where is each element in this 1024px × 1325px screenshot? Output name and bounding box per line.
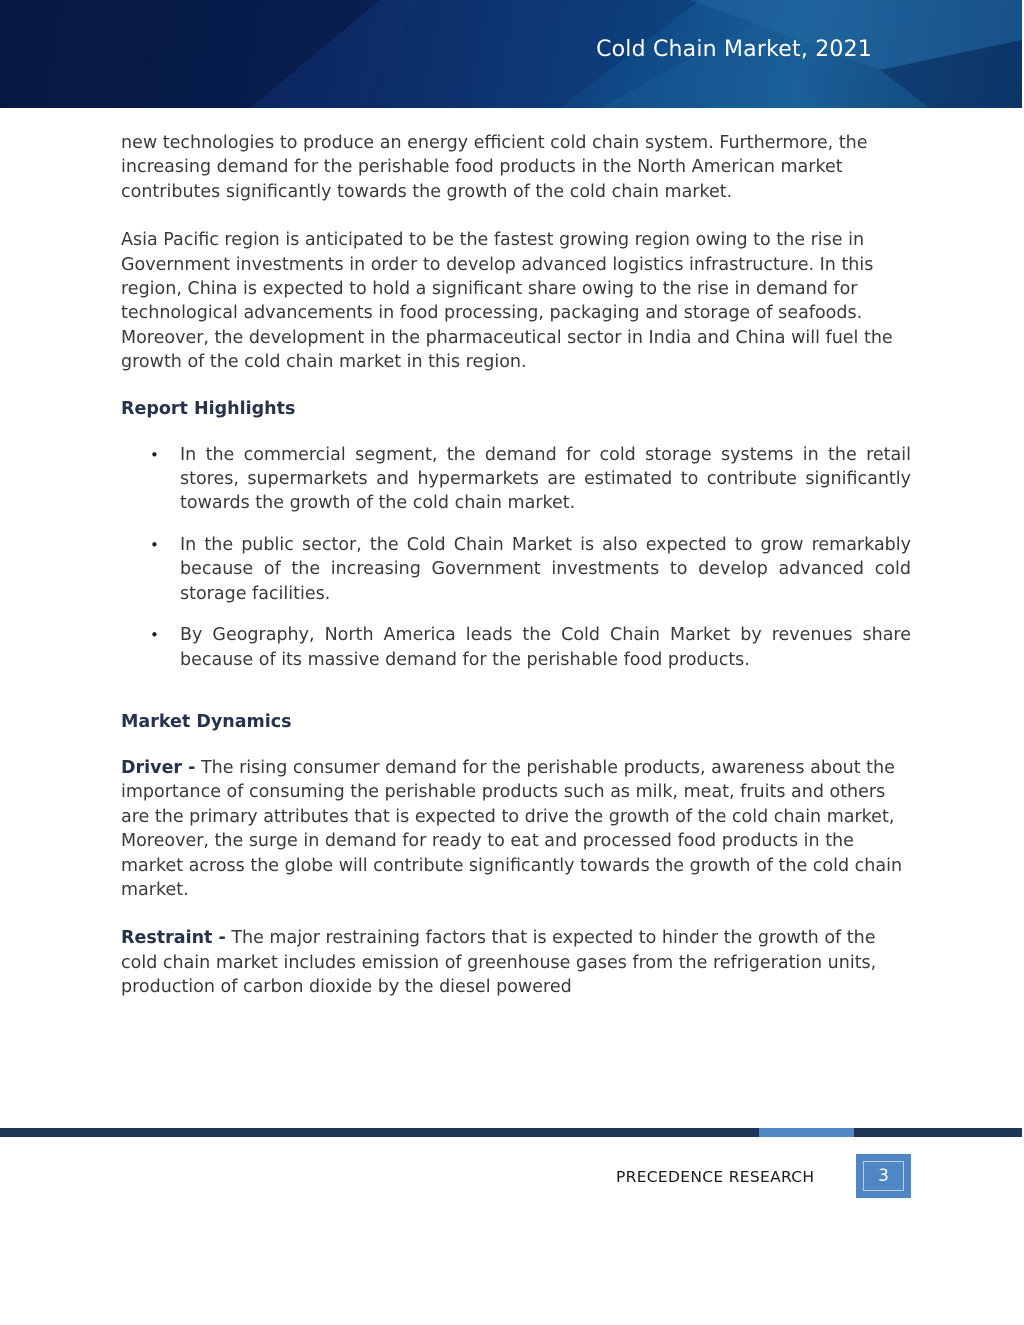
document-title: Cold Chain Market, 2021 <box>596 37 872 62</box>
highlight-item: • In the public sector, the Cold Chain Market is also expected to grow remarkably because of the increasing Government investments to develop advanced cold storage facilities. <box>150 534 911 604</box>
paragraph-asia-pacific: Asia Pacific region is anticipated to be the fastest growing region owing to the rise in Government investments in order to develop advanced logistics infrastructure. In this region, China is expected to hold a significant share owing to the rise in demand for technological advancements in food processing, packaging and storage of seafoods. Moreover, the development in the pharmaceutical sector in India and China will fuel the growth of the cold chain market in this region. <box>121 230 893 373</box>
restraint-text: The major restraining factors that is expected to hinder the growth of the cold chain market includes emission of greenhouse gases from the refrigeration units, production of carbon dioxide by the diesel powered <box>121 928 877 998</box>
driver-label: Driver - <box>121 757 196 778</box>
highlight-item: • By Geography, North America leads the Cold Chain Market by revenues share because of its massive demand for the perishable food products. <box>150 625 911 670</box>
page-number-frame <box>863 1161 904 1191</box>
footer-divider <box>0 1128 1022 1137</box>
header-banner <box>0 0 1022 108</box>
page-content <box>121 131 911 1000</box>
footer-brand: PRECEDENCE RESEARCH <box>616 1168 815 1186</box>
footer-accent-bar <box>759 1128 854 1137</box>
bullet-icon: • <box>150 626 159 645</box>
bullet-icon: • <box>150 445 159 464</box>
market-dynamics-heading: Market Dynamics <box>121 711 292 732</box>
highlights-list <box>121 443 911 672</box>
restraint-paragraph <box>121 926 911 999</box>
bullet-icon: • <box>150 535 159 554</box>
highlight-item: • In the commercial segment, the demand for cold storage systems in the retail stores, supermarkets and hypermarkets are estimated to contribute significantly towards the growth of the cold chain market. <box>150 444 911 514</box>
driver-paragraph <box>121 756 911 902</box>
page-number-box <box>856 1154 911 1198</box>
driver-text: The rising consumer demand for the perishable products, awareness about the importance of consuming the perishable products such as milk, meat, fruits and others are the primary attributes that is expected to drive the growth of the cold chain market, Moreover, the surge in demand for ready to eat and processed food products in the market across the globe will contribute significantly towards the growth of the cold chain market. <box>121 757 903 900</box>
page-number: 3 <box>878 1166 889 1186</box>
paragraph-intro: new technologies to produce an energy efficient cold chain system. Furthermore, the increasing demand for the perishable food products in the North American market contributes significantly towards the growth of the cold chain market. <box>121 133 868 202</box>
report-highlights-heading: Report Highlights <box>121 398 296 419</box>
restraint-label: Restraint - <box>121 928 226 949</box>
